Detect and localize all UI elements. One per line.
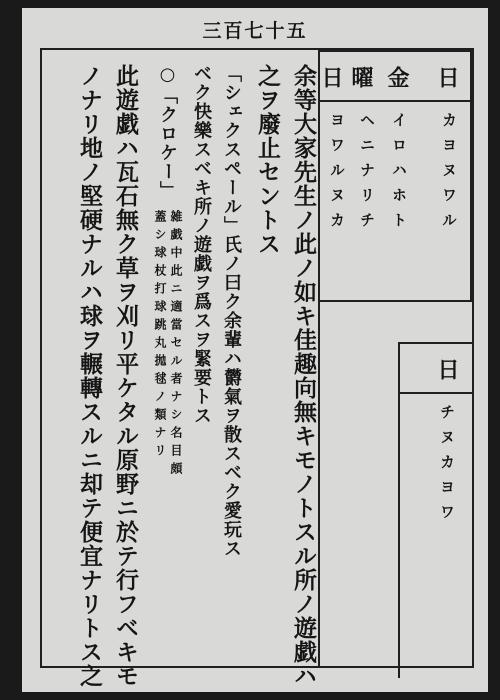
text-column-3: 「シェクスペール」氏ノ曰ク余輩ハ欝氣ヲ散スベク愛玩ス [221, 64, 242, 558]
schedule-table-top [318, 50, 472, 302]
text-column-1: 余等大家先生ノ此ノ如キ佳趣向無キモノトスル所ノ遊戯ハ [290, 64, 317, 688]
text-column-6: 此遊戯ハ瓦石無ク草ヲ刈リ平ケタル原野ニ於テ行フベキモ [112, 64, 139, 688]
table-bottom-rule [400, 392, 472, 394]
table-bottom-cell: チヌカヨワ [438, 404, 456, 529]
text-column-4: ベク快樂スベキ所ノ遊戯ヲ爲スヲ緊要トス [191, 64, 212, 425]
table-head-day-2: 日 [318, 66, 344, 106]
schedule-table-bottom [398, 342, 472, 678]
text-column-5-annot-a: 雑戯中此ニ適當セル者ナシ名目頗 [169, 210, 183, 480]
table-cell-3: ヘニナリチ [358, 112, 376, 237]
table-bottom-head: 日 [434, 358, 460, 398]
text-column-5-head: ○「クロケー」 [157, 64, 178, 200]
table-head-friday-1: 金 [384, 66, 410, 106]
text-column-5-annot-b: 蓋シ球杖打球跳丸拋毬ノ類ナリ [153, 210, 167, 462]
text-column-7: ノナリ地ノ堅硬ナルハ球ヲ輾轉スルニ却テ便宜ナリトス之 [76, 64, 103, 688]
table-head-friday-2: 曜 [348, 66, 374, 106]
book-page [22, 8, 488, 692]
table-cell-4: ヨワルヌカ [328, 112, 346, 237]
table-cell-2: イロハホト [390, 112, 408, 237]
table-header-rule [320, 100, 470, 102]
text-column-2: 之ヲ廢止セントス [254, 64, 281, 256]
table-head-day: 日 [434, 66, 460, 106]
table-cell-1: カヨヌワル [440, 112, 458, 237]
page-number: 三百七十五 [202, 20, 308, 42]
page-frame [40, 48, 474, 688]
